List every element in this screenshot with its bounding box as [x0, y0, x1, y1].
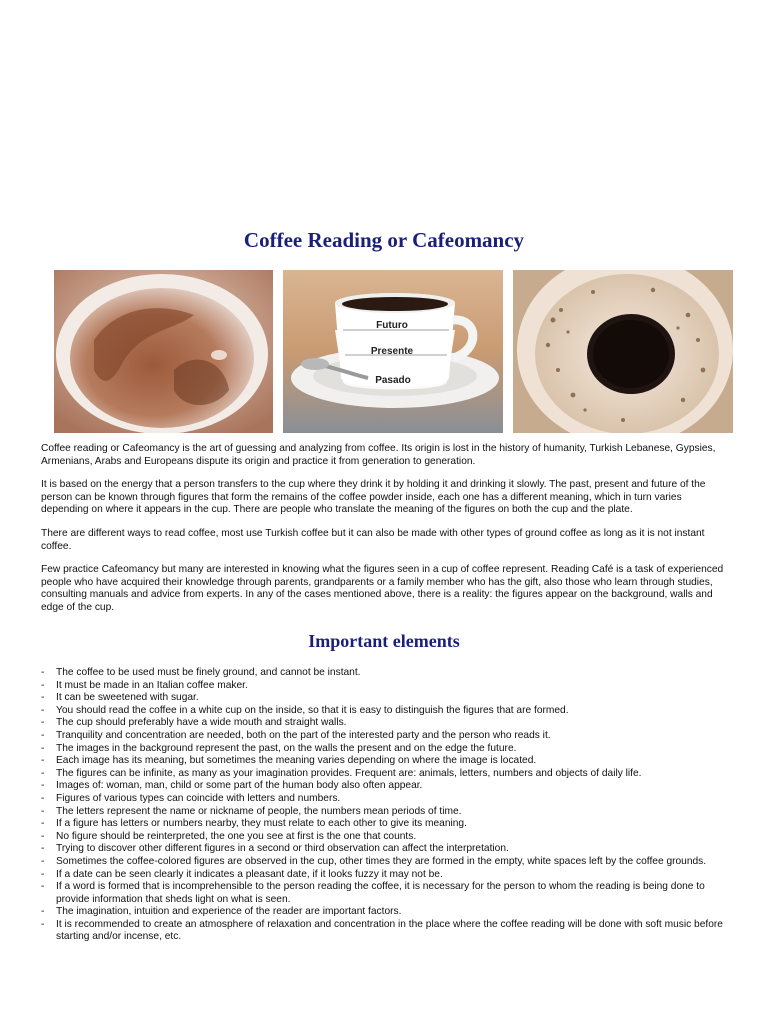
practice-paragraph: Few practice Cafeomancy but many are interested in knowing what the figures seen in a cup of coffee represent. Reading Café is a task of experienced people who have acquired their knowledge through parents, grandparents or a family member who has the gift, also those who learn through studies, consulting manuals and advice from experts. In any of the cases mentioned above, there is a reality: the figures appear on the background, walls and edge of the cup.: [41, 564, 724, 613]
list-item: - If a word is formed that is incomprehensible to the person reading the coffee, it is necessary for the person to whom the reading is being done to provide information that sheds light on what is seen.: [41, 881, 705, 905]
list-item: - Each image has its meaning, but sometimes the meaning varies depending on where the image is located.: [41, 755, 537, 767]
list-dash: -: [41, 729, 45, 741]
coffee-cup-photo-3: [513, 270, 733, 433]
page-title: Coffee Reading or Cafeomancy: [243, 228, 525, 252]
cup-topview-illustration: [513, 270, 733, 433]
important-elements-list: [41, 667, 731, 944]
list-item: - Trying to discover other different figures in a second or third observation can affect the interpretation.: [41, 843, 509, 855]
list-dash: -: [41, 855, 45, 867]
list-item: - It must be made in an Italian coffee maker.: [41, 679, 248, 691]
list-dash: -: [41, 742, 45, 754]
list-dash: -: [41, 667, 45, 678]
list-item: - If a date can be seen clearly it indicates a pleasant date, if it looks fuzzy it may not be.: [41, 868, 443, 880]
list-dash: -: [41, 805, 45, 817]
list-item: - The cup should preferably have a wide mouth and straight walls.: [41, 717, 347, 729]
list-item: - Tranquility and concentration are needed, both on the part of the interested party and the person who reads it.: [41, 729, 551, 741]
methods-paragraph: There are different ways to read coffee, most use Turkish coffee but it can also be made with other types of ground coffee as long as it is not instant coffee.: [41, 528, 705, 552]
list-dash: -: [41, 767, 45, 779]
cup-grounds-illustration: [54, 270, 273, 433]
list-dash: -: [41, 755, 45, 767]
list-dash: -: [41, 704, 45, 716]
list-item: - The images in the background represent the past, on the walls the present and on the edge the future.: [41, 742, 517, 754]
intro-paragraph: Coffee reading or Cafeomancy is the art of guessing and analyzing from coffee. Its origin is lost in the history of humanity, Turkish Lebanese, Gypsies, Armenians, Arabs and Europeans dispute its origin and practice it from generation to generation.: [41, 443, 716, 467]
list-item: - Figures of various types can coincide with letters and numbers.: [41, 792, 341, 804]
list-item: - Images of: woman, man, child or some part of the human body also often appear.: [41, 780, 423, 792]
list-dash: -: [41, 881, 45, 893]
label-future: Futuro: [376, 320, 408, 331]
list-item: - The imagination, intuition and experience of the reader are important factors.: [41, 906, 402, 918]
list-dash: -: [41, 906, 45, 918]
list-item: - You should read the coffee in a white cup on the inside, so that it is easy to distinguish the figures that are formed.: [41, 704, 569, 716]
list-item: - It can be sweetened with sugar.: [41, 692, 199, 704]
list-item: - The coffee to be used must be finely ground, and cannot be instant.: [41, 667, 361, 678]
list-item: - The figures can be infinite, as many as your imagination provides. Frequent are: animals, letters, numbers and objects of daily life.: [41, 767, 642, 779]
list-dash: -: [41, 818, 45, 830]
cup-saucer-illustration: [283, 270, 503, 433]
list-dash: -: [41, 717, 45, 729]
list-dash: -: [41, 692, 45, 704]
list-item: - The letters represent the name or nickname of people, the numbers mean periods of time.: [41, 805, 462, 817]
coffee-cup-photo-2: [283, 270, 503, 433]
coffee-cup-photo-1: [54, 270, 273, 433]
list-dash: -: [41, 843, 45, 855]
list-item: - Sometimes the coffee-colored figures are observed in the cup, other times they are formed in the empty, white spaces left by the coffee grounds.: [41, 855, 707, 867]
label-present: Presente: [370, 346, 414, 357]
list-item: - If a figure has letters or numbers nearby, they must relate to each other to give its meaning.: [41, 818, 467, 830]
list-dash: -: [41, 830, 45, 842]
energy-paragraph: It is based on the energy that a person transfers to the cup where they drink it by holding it and drinking it slowly. The past, present and future of the person can be known through figures that form the remains of the coffee powder inside, each one has a different meaning, which in turn varies depending on where it appears in the cup. There are people who translate the meaning of the figures on both the cup and the plate.: [41, 479, 706, 516]
list-dash: -: [41, 780, 45, 792]
list-dash: -: [41, 792, 45, 804]
list-item: - No figure should be reinterpreted, the one you see at first is the one that counts.: [41, 830, 417, 842]
section-title-important-elements: Important elements: [308, 631, 460, 651]
list-dash: -: [41, 918, 45, 930]
list-item: - It is recommended to create an atmosphere of relaxation and concentration in the place where the coffee reading will be done with soft music before starting and/or incense, etc.: [41, 918, 723, 943]
list-dash: -: [41, 868, 45, 880]
photo-strip: [54, 270, 734, 433]
label-past: Pasado: [375, 375, 411, 386]
list-dash: -: [41, 679, 45, 691]
